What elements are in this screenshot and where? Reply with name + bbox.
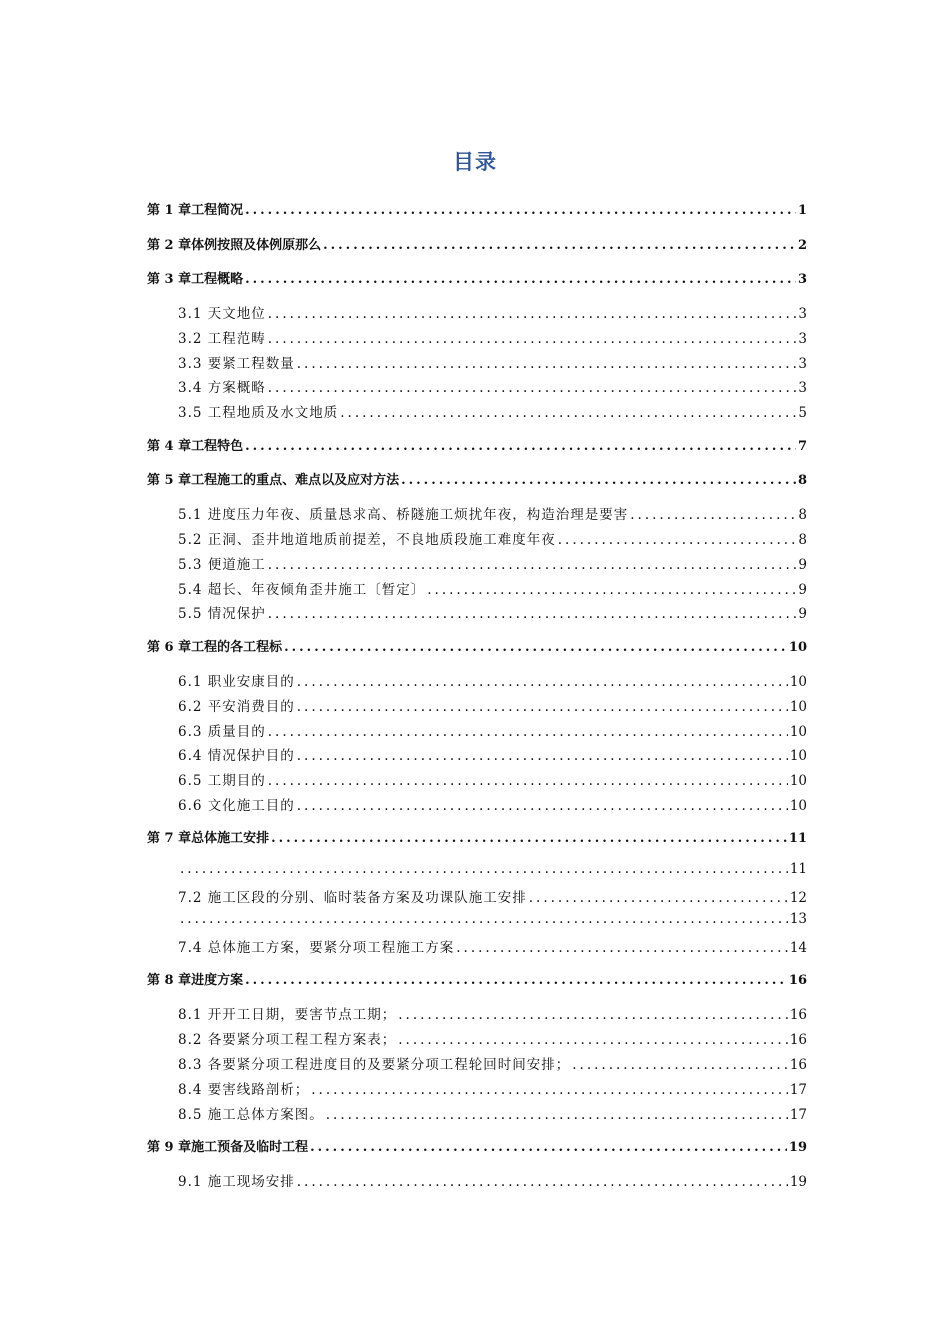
toc-page-number: 10: [789, 797, 807, 814]
toc-section-entry[interactable]: [178, 302, 807, 324]
toc-page-number: 9: [798, 581, 807, 598]
toc-chapter-entry[interactable]: [147, 234, 807, 256]
toc-chapter-entry[interactable]: [147, 1136, 807, 1158]
toc-entry-text: 8.4 要害线路剖析；: [178, 1081, 310, 1098]
toc-section-entry[interactable]: [178, 553, 807, 575]
toc-entry-text: 第 6 章工程的各工程标: [147, 639, 283, 655]
toc-section-entry[interactable]: [178, 1053, 807, 1075]
toc-chapter-entry[interactable]: [147, 435, 807, 457]
toc-entry-text: 3.3 要紧工程数量: [178, 355, 295, 372]
toc-page-number: 11: [788, 831, 807, 847]
toc-section-entry[interactable]: [178, 695, 807, 717]
toc-entry-text: 6.2 平安消费目的: [178, 698, 295, 715]
toc-section-entry[interactable]: [178, 528, 807, 550]
toc-section-entry[interactable]: [178, 602, 807, 624]
toc-dot-leader: [245, 272, 796, 287]
toc-page-number: 14: [789, 939, 807, 956]
toc-section-entry[interactable]: [178, 911, 807, 933]
toc-section-entry[interactable]: [178, 1078, 807, 1100]
toc-page-number: 19: [788, 1140, 807, 1155]
toc-entry-text: 第 2 章体例按照及体例原那么: [147, 237, 322, 253]
toc-section-entry[interactable]: [178, 1103, 807, 1125]
toc-page-number: 7: [797, 438, 807, 454]
toc-entry-text: 8.2 各要紧分项工程工程方案表；: [178, 1032, 397, 1049]
toc-entry-text: 6.5 工期目的: [178, 773, 266, 790]
toc-entry-text: 第 9 章施工预备及临时工程: [147, 1140, 309, 1155]
toc-page-number: 5: [798, 405, 807, 422]
toc-dot-leader: [180, 911, 788, 927]
toc-entry-text: 第 8 章进度方案: [147, 973, 244, 989]
toc-entry-text: 6.4 情况保护目的: [178, 748, 295, 765]
toc-dot-leader: [401, 473, 796, 488]
toc-dot-leader: [268, 724, 788, 740]
toc-entry-text: 5.3 便道施工: [178, 556, 266, 573]
toc-section-entry[interactable]: [178, 670, 807, 692]
toc-section-entry[interactable]: [178, 401, 807, 423]
toc-dot-leader: [558, 532, 797, 548]
toc-dot-leader: [268, 306, 797, 322]
toc-entry-text: 5.5 情况保护: [178, 606, 266, 623]
toc-dot-leader: [340, 405, 796, 421]
toc-dot-leader: [398, 1032, 788, 1048]
toc-section-entry[interactable]: [178, 503, 807, 525]
toc-entry-text: 5.1 进度压力年夜、质量恳求高、桥隧施工烦扰年夜，构造治理是要害: [178, 507, 629, 524]
toc-section-entry[interactable]: [178, 376, 807, 398]
toc-entry-text: 第 3 章工程概略: [147, 272, 244, 287]
toc-entry-text: 5.2 正洞、歪井地道地质前提差，不良地质段施工难度年夜: [178, 532, 556, 548]
toc-section-entry[interactable]: [178, 720, 807, 742]
toc-page-number: 10: [789, 723, 807, 740]
toc-page-number: 8: [797, 473, 807, 489]
toc-dot-leader: [427, 582, 796, 598]
toc-entry-text: 3.2 工程范畴: [178, 330, 266, 347]
toc-section-entry[interactable]: [178, 327, 807, 349]
toc-page-number: 10: [789, 673, 807, 690]
toc-entry-text: 第 5 章工程施工的重点、难点以及应对方法: [147, 473, 400, 489]
toc-chapter-entry[interactable]: [147, 827, 807, 849]
toc-page-number: 2: [797, 237, 807, 253]
toc-page-number: 10: [788, 639, 807, 655]
toc-dot-leader: [271, 831, 787, 846]
toc-dot-leader: [311, 1082, 788, 1098]
toc-entry-text: 5.4 超长、年夜倾角歪井施工〔暂定〕: [178, 581, 426, 598]
toc-entry-text: 7.2 施工区段的分别、临时装备方案及功课队施工安排: [178, 890, 527, 907]
toc-section-entry[interactable]: [178, 794, 807, 816]
toc-dot-leader: [398, 1007, 788, 1023]
toc-page-number: 8: [798, 507, 807, 524]
toc-section-entry[interactable]: [178, 936, 807, 958]
toc-page-number: 10: [789, 773, 807, 790]
toc-page-number: 16: [788, 973, 807, 989]
toc-page-number: 12: [789, 890, 807, 907]
toc-entry-text: 3.4 方案概略: [178, 380, 266, 397]
toc-dot-leader: [268, 606, 797, 622]
toc-page-number: 17: [789, 1081, 807, 1098]
toc-page-number: 19: [789, 1174, 807, 1190]
toc-section-entry[interactable]: [178, 861, 807, 883]
toc-page-number: 17: [789, 1106, 807, 1123]
toc-dot-leader: [268, 773, 788, 789]
toc-section-entry[interactable]: [178, 886, 807, 908]
toc-entry-text: 9.1 施工现场安排: [178, 1174, 295, 1190]
toc-chapter-entry[interactable]: [147, 969, 807, 991]
toc-entry-text: 8.3 各要紧分项工程进度目的及要紧分项工程轮回时间安排；: [178, 1056, 571, 1073]
toc-entry-text: 第 1 章工程简况: [147, 203, 244, 218]
toc-entry-text: 3.1 天文地位: [178, 306, 266, 322]
toc-section-entry[interactable]: [178, 578, 807, 600]
toc-chapter-entry[interactable]: [147, 268, 807, 290]
toc-dot-leader: [268, 331, 797, 347]
toc-chapter-entry[interactable]: [147, 636, 807, 658]
toc-dot-leader: [326, 1107, 788, 1123]
toc-section-entry[interactable]: [178, 744, 807, 766]
toc-dot-leader: [572, 1057, 788, 1073]
toc-page-number: 3: [798, 380, 807, 397]
toc-page-number: 16: [789, 1032, 807, 1049]
toc-dot-leader: [297, 1174, 788, 1190]
toc-page-number: 1: [797, 203, 807, 218]
toc-dot-leader: [630, 507, 796, 523]
toc-page-number: 16: [789, 1007, 807, 1024]
toc-dot-leader: [297, 748, 788, 764]
toc-dot-leader: [297, 356, 797, 372]
toc-page-number: 10: [789, 698, 807, 715]
toc-entry-text: 第 4 章工程特色: [147, 438, 244, 454]
toc-dot-leader: [310, 1140, 787, 1155]
toc-page-number: 8: [798, 532, 807, 548]
toc-section-entry[interactable]: [178, 352, 807, 374]
toc-section-entry[interactable]: [178, 1003, 807, 1025]
toc-dot-leader: [268, 557, 797, 573]
toc-page-number: 11: [789, 861, 807, 878]
toc-dot-leader: [245, 439, 796, 454]
toc-chapter-entry[interactable]: [147, 199, 807, 221]
toc-dot-leader: [245, 973, 787, 988]
toc-chapter-entry[interactable]: [147, 469, 807, 491]
toc-dot-leader: [284, 640, 787, 655]
toc-dot-leader: [297, 798, 788, 814]
toc-dot-leader: [529, 890, 788, 906]
toc-entry-text: 7.4 总体施工方案，要紧分项工程施工方案: [178, 939, 455, 956]
toc-page-number: 9: [798, 556, 807, 573]
toc-section-entry[interactable]: [178, 769, 807, 791]
toc-entry-text: 6.1 职业安康目的: [178, 673, 295, 690]
toc-entry-text: 6.6 文化施工目的: [178, 797, 295, 814]
toc-page-number: 13: [789, 911, 807, 927]
toc-entry-text: 8.1 开开工日期，要害节点工期；: [178, 1007, 397, 1024]
toc-entry-text: 8.5 施工总体方案图。: [178, 1106, 324, 1123]
toc-page-number: 3: [798, 355, 807, 372]
toc-page-number: 3: [798, 306, 807, 322]
toc-dot-leader: [180, 861, 788, 877]
toc-entry-text: 6.3 质量目的: [178, 723, 266, 740]
toc-dot-leader: [456, 940, 788, 956]
toc-dot-leader: [323, 238, 796, 253]
toc-dot-leader: [245, 203, 796, 218]
toc-page-number: 3: [798, 330, 807, 347]
toc-entry-text: 3.5 工程地质及水文地质: [178, 405, 339, 422]
toc-dot-leader: [268, 380, 797, 396]
toc-dot-leader: [297, 699, 788, 715]
toc-page-number: 3: [797, 272, 807, 287]
toc-page-number: 9: [798, 606, 807, 623]
toc-entry-text: 第 7 章总体施工安排: [147, 831, 270, 847]
toc-page-number: 10: [789, 748, 807, 765]
toc-dot-leader: [297, 674, 788, 690]
toc-page-number: 16: [789, 1056, 807, 1073]
toc-section-entry[interactable]: [178, 1028, 807, 1050]
document-title: 目录: [453, 149, 497, 174]
toc-section-entry[interactable]: [178, 1170, 807, 1192]
